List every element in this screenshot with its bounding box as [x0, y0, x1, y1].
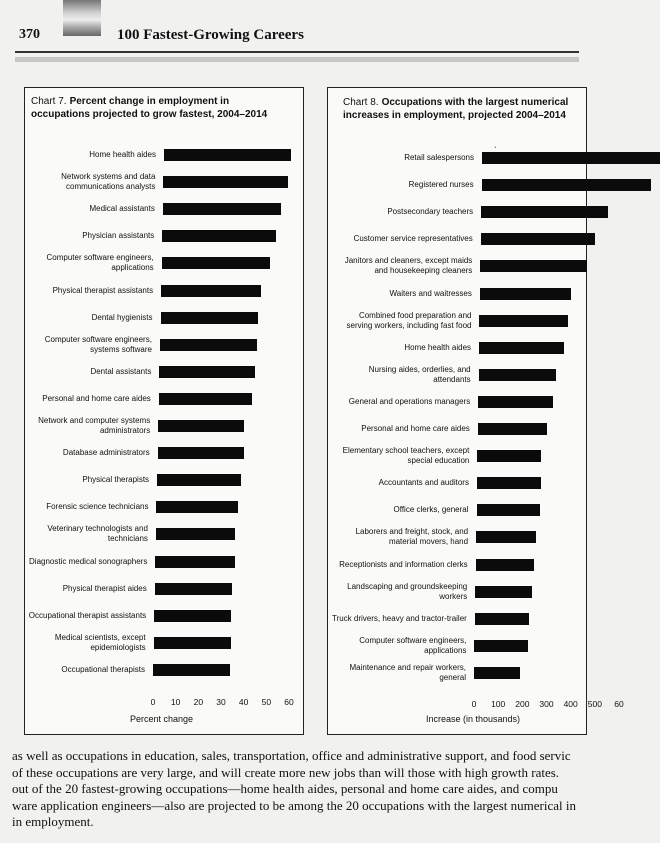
bar-16	[476, 559, 534, 571]
bar-15	[476, 531, 536, 543]
bar-20	[474, 667, 520, 679]
x-tick-label: 100	[491, 699, 506, 709]
category-label-line: Physical therapist aides	[62, 583, 147, 593]
bar-7	[161, 312, 258, 324]
category-label-line: serving workers, including fast food	[346, 320, 472, 330]
category-label	[324, 256, 472, 276]
category-label-line: Personal and home care aides	[361, 424, 470, 433]
category-label-line: Veterinary technologists and	[47, 524, 148, 534]
bar-1	[482, 152, 660, 164]
category-label	[1, 394, 151, 404]
x-tick-label: 30	[216, 697, 226, 707]
category-label-line: Maintenance and repair workers,	[349, 662, 466, 672]
category-label	[319, 614, 467, 624]
page-number: 370	[19, 27, 40, 42]
category-label-line: systems software	[90, 344, 152, 354]
bar-11	[158, 420, 244, 432]
category-label-line: Home health aides	[404, 342, 472, 352]
category-label	[0, 416, 150, 436]
category-label-line: Physician assistants	[82, 231, 155, 241]
category-label	[322, 424, 470, 434]
category-label	[3, 313, 153, 323]
category-label-line: Forensic science technicians	[46, 502, 149, 512]
category-label-line: Database administrators	[62, 448, 150, 458]
bar-2	[482, 179, 652, 191]
bar-13	[477, 477, 541, 489]
x-tick-label: 20	[193, 697, 204, 707]
x-tick-label: 60	[614, 699, 624, 709]
category-label-line: Receptionists and information clerks	[339, 559, 468, 569]
x-tick-label: 200	[515, 699, 530, 709]
category-label-line: applications	[111, 263, 154, 273]
category-label-line: Retail salespersons	[404, 153, 474, 162]
x-tick-label: 0	[150, 697, 156, 707]
chart-7-title-line2: occupations projected to grow fastest, 2004–2014	[31, 109, 268, 120]
chart-8-number: Chart 8.	[343, 97, 379, 108]
x-tick-label: 50	[261, 697, 272, 707]
category-label-line: Network and computer systems	[38, 416, 151, 425]
category-label-line: Diagnostic medical sonographers	[29, 556, 148, 566]
category-label-line: Elementary school teachers, except	[342, 446, 470, 456]
category-label	[321, 505, 469, 515]
stray-tick-mark: ˎ	[494, 138, 497, 148]
bar-8	[479, 342, 564, 354]
x-tick-label: 10	[170, 697, 181, 707]
category-label-line: Nursing aides, orderlies, and	[368, 364, 471, 374]
category-label	[323, 343, 471, 353]
category-label	[0, 448, 150, 458]
category-label-line: Dental assistants	[90, 366, 152, 376]
category-label	[318, 636, 466, 656]
bar-4	[481, 233, 595, 245]
category-label	[0, 475, 149, 485]
category-label	[6, 150, 156, 160]
x-axis-label: Increase (in thousands)	[426, 714, 521, 724]
bar-18	[475, 613, 529, 625]
header-photo	[63, 0, 101, 36]
category-label-line: Accountants and auditors	[378, 478, 469, 488]
bar-6	[161, 285, 261, 297]
bar-9	[479, 369, 557, 381]
category-label-line: Landscaping and groundskeeping	[347, 581, 468, 591]
category-label-line: Occupational therapist assistants	[28, 610, 147, 620]
category-label	[319, 582, 467, 602]
bar-19	[474, 640, 528, 652]
bar-14	[477, 504, 541, 516]
x-tick-label: 500	[587, 699, 602, 709]
bar-10	[159, 393, 252, 405]
category-label	[321, 446, 469, 466]
category-label-line: Personal and home care aides	[42, 393, 151, 403]
category-label	[326, 180, 474, 190]
category-label-line: Dental hygienists	[91, 312, 153, 322]
bar-8	[160, 339, 257, 351]
header-rule	[15, 51, 579, 53]
bar-17	[155, 583, 232, 595]
category-label	[318, 663, 466, 683]
category-label-line: Physical therapists	[82, 475, 150, 485]
category-label-line: technicians	[107, 534, 148, 544]
bar-9	[159, 366, 254, 378]
x-axis-label: Percent change	[130, 714, 194, 724]
header-shade-band	[15, 57, 579, 62]
bar-18	[154, 610, 231, 622]
chart-8-title-line1: Occupations with the largest numerical	[381, 97, 569, 108]
category-label	[0, 633, 146, 653]
bar-20	[153, 664, 230, 676]
category-label-line: general	[439, 672, 466, 682]
category-label-line: Postsecondary teachers	[387, 207, 474, 217]
bar-14	[156, 501, 238, 513]
bar-11	[478, 423, 547, 435]
category-label-line: Computer software engineers,	[46, 253, 154, 263]
category-label-line: and housekeeping cleaners	[374, 266, 473, 276]
body-line: as well as occupations in education, sales, transportation, office and administrative support, and food servic	[12, 748, 571, 763]
category-label-line: Physical therapist assistants	[52, 285, 154, 295]
category-label	[0, 584, 147, 594]
category-label	[1, 367, 151, 377]
bar-17	[475, 586, 532, 598]
category-label-line: Network systems and data	[61, 172, 156, 182]
category-label-line: special education	[407, 456, 470, 466]
category-label-line: Truck drivers, heavy and tractor-trailer	[331, 613, 467, 623]
x-tick-label: 60	[284, 697, 294, 707]
category-label	[320, 560, 468, 570]
chart-7-title	[31, 95, 267, 121]
chart-7-number: Chart 7.	[31, 96, 67, 107]
category-label-line: material movers, hand	[388, 537, 469, 547]
category-label-line: General and operations managers	[348, 396, 471, 406]
bar-15	[156, 528, 235, 540]
bar-12	[477, 450, 541, 462]
category-label	[2, 335, 152, 355]
category-label	[326, 153, 474, 163]
bar-10	[478, 396, 552, 408]
category-label	[323, 365, 471, 385]
bar-5	[162, 257, 271, 269]
category-label	[324, 289, 472, 299]
bar-12	[158, 447, 244, 459]
body-line: of these occupations are very large, and will create more new jobs than will those with high growth rates.	[12, 764, 560, 780]
category-label-line: Computer software engineers,	[359, 635, 467, 645]
category-label-line: applications	[424, 645, 467, 655]
book-title: 100 Fastest-Growing Careers	[117, 27, 304, 43]
category-label-line: administrators	[99, 426, 151, 435]
bar-13	[157, 474, 241, 486]
bar-1	[164, 149, 291, 161]
category-label-line: communications analysts	[66, 182, 156, 192]
category-label-line: Office clerks, general	[393, 505, 469, 515]
chart-8-title-line2: increases in employment, projected 2004–2014	[343, 110, 566, 121]
category-label	[320, 527, 468, 547]
category-label	[4, 231, 154, 241]
body-line: in employment.	[12, 814, 94, 829]
category-label	[5, 204, 155, 214]
category-label-line: Customer service representatives	[353, 234, 473, 244]
category-label-line: attendants	[433, 374, 471, 384]
category-label	[325, 234, 473, 244]
chart-7-title-line1: Percent change in employment in	[69, 96, 230, 107]
category-label-line: Combined food preparation and	[358, 310, 472, 320]
x-tick-label: 300	[539, 699, 554, 709]
category-label	[0, 524, 148, 544]
bar-3	[481, 206, 608, 218]
body-line: ware application engineers—also are projected to be among the 20 occupations with the largest numerical in	[12, 797, 576, 813]
category-label-line: epidemiologists	[90, 642, 146, 652]
bar-16	[155, 556, 234, 568]
x-tick-label: 40	[238, 697, 249, 707]
chart-8-title	[343, 96, 568, 122]
bar-4	[162, 230, 275, 242]
category-label	[325, 207, 473, 217]
bar-7	[479, 315, 568, 327]
category-label	[0, 557, 147, 567]
x-tick-label: 0	[471, 699, 477, 709]
category-label-line: Home health aides	[89, 150, 156, 159]
x-tick-label: 400	[563, 699, 578, 709]
category-label	[323, 311, 471, 331]
category-label	[0, 502, 148, 512]
category-label-line: Waiters and waitresses	[389, 288, 472, 298]
category-label-line: Registered nurses	[408, 180, 474, 190]
category-label-line: Laborers and freight, stock, and	[355, 527, 469, 537]
category-label-line: Medical scientists, except	[54, 632, 146, 642]
category-label	[3, 286, 153, 296]
category-label-line: Computer software engineers,	[44, 334, 152, 344]
category-label-line: Occupational therapists	[61, 664, 145, 674]
category-label	[5, 172, 155, 192]
bar-6	[480, 288, 571, 300]
category-label	[322, 397, 470, 407]
bar-19	[154, 637, 231, 649]
bar-3	[163, 203, 281, 215]
bar-5	[480, 260, 586, 272]
category-label	[321, 478, 469, 488]
category-label-line: Medical assistants	[89, 204, 155, 214]
category-label	[0, 665, 145, 675]
body-line: out of the 20 fastest-growing occupations—home health aides, personal and home care aides, and compu	[12, 781, 558, 796]
body-paragraph	[12, 748, 592, 831]
category-label	[0, 611, 146, 621]
category-label-line: Janitors and cleaners, except maids	[344, 256, 473, 266]
bar-2	[163, 176, 288, 188]
category-label-line: workers	[439, 591, 468, 601]
category-label	[4, 253, 154, 273]
